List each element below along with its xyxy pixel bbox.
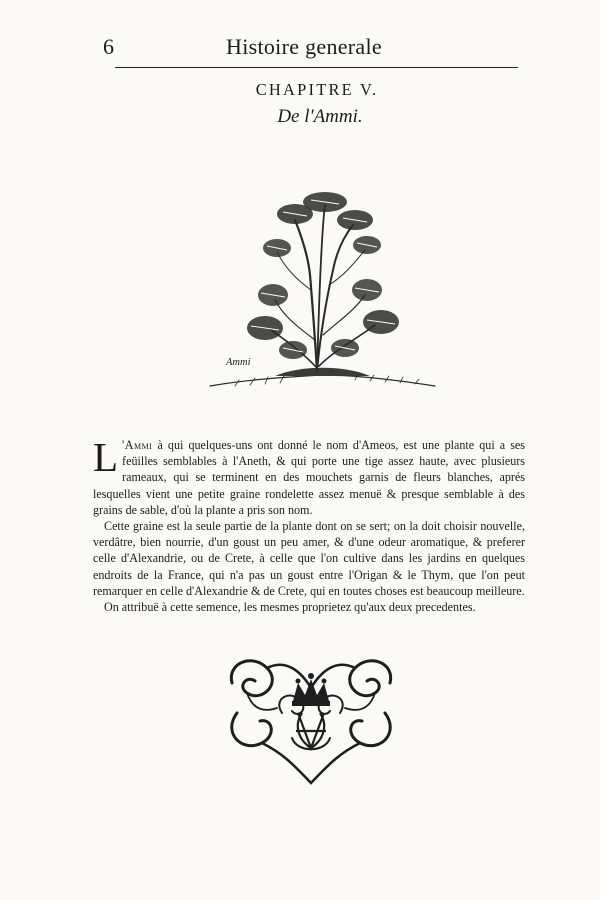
paragraph-1-text: à qui quelques-uns ont donné le nom d'Ameos, est une plante qui a ses feüilles semblables à l'Aneth, & qui porte une tige assez haute, avec plusieurs rameaux, qui se terminent en des mouchets garnis de fleurs blanches, aprés lesquelles vient une petite graine rondelette assez menuë & presque semblable à des grains de sable, d'où la plante a pris son nom. <box>93 438 525 517</box>
paragraph-3: On attribuë à cette semence, les mesmes proprietez qu'aux deux precedentes. <box>104 600 476 615</box>
running-head: Histoire generale <box>226 34 382 59</box>
paragraph-2: Cette graine est la seule partie de la plante dont on se sert; on la doit choisir nouvelle, verdâtre, bien nourrie, d'un goust un peu amer, & d'une odeur aromatique, & preferer celle d'Alexandrie, ou de Crete, à celle que l'on cultive dans les jardins en quelques endroits de la France, qui n'a pas un goust entre l'Origan & le Thym, que l'on peut remarquer en celle d'Alexandrie & de Crete, qui en toutes choses est beaucoup meilleure. <box>93 519 525 598</box>
header-rule <box>115 67 518 68</box>
plant-illustration <box>205 190 440 405</box>
page-number: 6 <box>103 34 114 59</box>
illustration-label: Ammi <box>226 357 251 368</box>
chapter-title: CHAPITRE V. <box>255 80 379 99</box>
drop-cap: L <box>93 434 119 480</box>
section-title: De l'Ammi. <box>277 106 363 127</box>
first-word: 'Ammi <box>122 438 153 452</box>
ornament-vignette <box>222 653 400 788</box>
body-text <box>93 434 525 615</box>
paragraph-1 <box>93 434 525 518</box>
